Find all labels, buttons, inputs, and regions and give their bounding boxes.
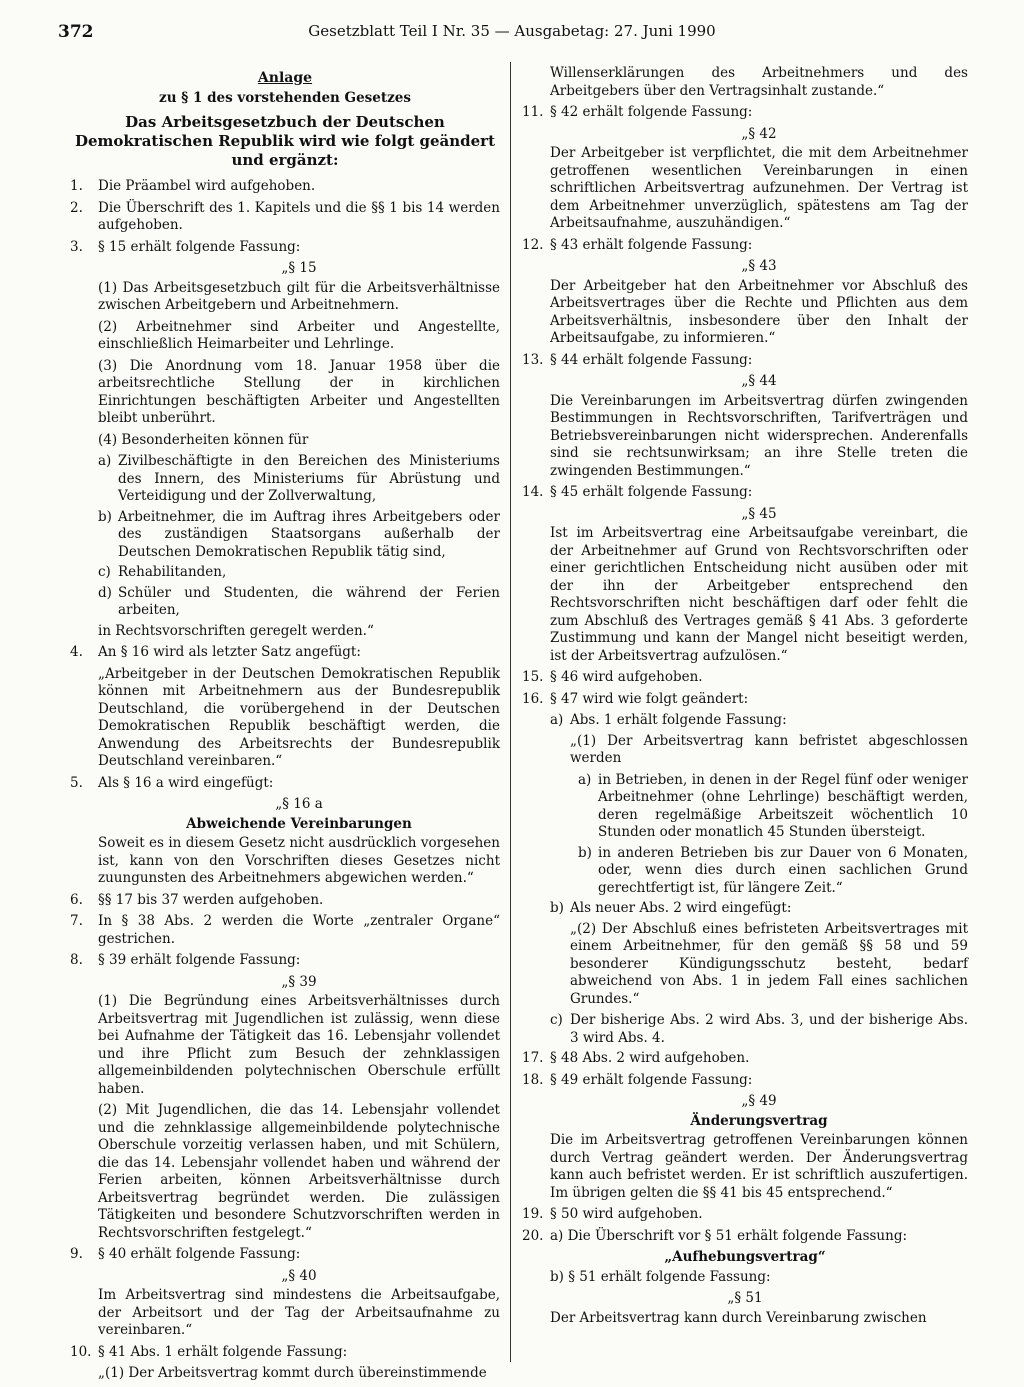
item-text: Die Präambel wird aufgehoben.	[98, 178, 316, 194]
item-number: 18.	[522, 1071, 544, 1088]
main-heading: Das Arbeitsgesetzbuch der Deutschen Demokratischen Republik wird wie folgt geändert und ergänzt:	[74, 113, 496, 169]
anlage-title: Anlage	[257, 70, 313, 86]
section-number: „§ 42	[741, 125, 777, 142]
sub-text: b) § 51 erhält folgende Fassung:	[550, 1268, 771, 1285]
sub-text: Zivilbeschäftigte in den Bereichen des Ministeriums des Innern, des Ministeriums für Abrüstung und Verteidigung und der Zollverwaltung,	[118, 453, 500, 504]
list-item	[70, 1246, 500, 1264]
paragraph: (2) Mit Jugendlichen, die das 14. Lebensjahr vollendet und die zehnklassige allgemeinbildende polytechnische Oberschule vorzeitig verlassen haben, und mit Schülern, die das 14. Lebensjahr vollendet haben und während der Ferien arbeiten, können Arbeitsverhältnisse durch Arbeitsvertrag begründet werden. Die zulässigen Tätigkeiten und besondere Schutzvorschriften werden in Rechtsvorschriften festgelegt.“	[98, 1102, 500, 1241]
item-text: § 48 Abs. 2 wird aufgehoben.	[550, 1050, 750, 1066]
section-title: Abweichende Vereinbarungen	[186, 815, 412, 832]
sub-item	[578, 845, 968, 898]
section-number: „§ 44	[741, 373, 777, 389]
sub-item	[550, 900, 968, 918]
item-text: § 47 wird wie folgt geändert:	[550, 690, 749, 707]
list-item	[70, 892, 500, 910]
list-item	[522, 484, 968, 502]
sub-item	[98, 564, 500, 582]
item-number: 16.	[522, 690, 544, 707]
item-number: 14.	[522, 484, 544, 500]
sub-item	[550, 1012, 968, 1047]
item-number: 10.	[70, 1343, 92, 1360]
item-text: § 40 erhält folgende Fassung:	[98, 1246, 301, 1262]
section-number: „§ 40	[281, 1267, 317, 1284]
list-item	[522, 669, 968, 687]
paragraph: (4) Besonderheiten können für	[98, 431, 309, 448]
item-text: § 49 erhält folgende Fassung:	[550, 1071, 753, 1088]
list-item	[522, 352, 968, 370]
quote: „Arbeitgeber in der Deutschen Demokratischen Republik können mit Arbeitnehmern aus der Bundesrepublik Deutschland, die vorübergehend in der Deutschen Demokratischen Republik beschäftigt werden, die Anwendung des Arbeitsrechts der Bundesrepublik Deutschland vereinbaren.“	[98, 665, 500, 769]
paragraph: Im Arbeitsvertrag sind mindestens die Arbeitsaufgabe, der Arbeitsort und der Tag der Arbeitsaufnahme zu vereinbaren.“	[98, 1287, 500, 1338]
item-number: 2.	[70, 199, 83, 216]
sub-text: Abs. 1 erhält folgende Fassung:	[570, 712, 787, 728]
item-number: 8.	[70, 952, 83, 968]
page-header	[0, 22, 1024, 48]
item-text: § 50 wird aufgehoben.	[550, 1206, 703, 1222]
sub-label: c)	[550, 1012, 563, 1028]
item-number: 13.	[522, 351, 544, 368]
gazette-header-title: Gesetzblatt Teil I Nr. 35 — Ausgabetag: 27. Juni 1990	[308, 22, 716, 40]
item-text: § 43 erhält folgende Fassung:	[550, 236, 753, 253]
list-item	[522, 237, 968, 255]
list-item	[70, 644, 500, 662]
paragraph: Der Arbeitsvertrag kann durch Vereinbarung zwischen	[550, 1309, 927, 1326]
item-number: 1.	[70, 178, 83, 194]
item-number: 3.	[70, 238, 83, 255]
section-title: Änderungsvertrag	[690, 1112, 828, 1129]
section-number: „§ 51	[727, 1290, 763, 1306]
item-text: §§ 17 bis 37 werden aufgehoben.	[98, 891, 324, 908]
sub-text: Schüler und Studenten, die während der Ferien arbeiten,	[118, 584, 500, 618]
paragraph: Die Vereinbarungen im Arbeitsvertrag dürfen zwingenden Bestimmungen in Rechtsvorschriften, Tarifverträgen und Betriebsvereinbarungen nicht widersprechen. Anderenfalls sind sie rechtsunwirksam; an ihre Stelle treten die zwingenden Bestimmungen.“	[550, 392, 968, 479]
sub-text: Der bisherige Abs. 2 wird Abs. 3, und der bisherige Abs. 3 wird Abs. 4.	[570, 1012, 968, 1046]
paragraph: Der Arbeitgeber ist verpflichtet, die mit dem Arbeitnehmer getroffenen wesentlichen Vereinbarungen in einen schriftlichen Arbeitsvertrag aufzunehmen. Der Vertrag ist dem Arbeitnehmer unverzüglich, spätestens am Tag der Arbeitsaufnahme, auszuhändigen.“	[550, 145, 968, 231]
list-item	[522, 1206, 968, 1224]
paragraph: Der Arbeitgeber hat den Arbeitnehmer vor Abschluß des Arbeitsvertrages über die Rechte und Pflichten aus dem Arbeitsverhältnis, insbesondere über den Inhalt der Arbeitsaufgabe, zu informieren.“	[550, 277, 968, 346]
list-item	[522, 1228, 968, 1246]
section-number: „§ 49	[741, 1093, 777, 1109]
item-number: 11.	[522, 104, 544, 120]
quote: „(1) Der Arbeitsvertrag kommt durch übereinstimmende	[98, 1365, 487, 1381]
item-number: 15.	[522, 669, 544, 685]
list-item	[522, 104, 968, 122]
item-number: 5.	[70, 774, 83, 791]
item-number: 4.	[70, 644, 83, 660]
item-text: § 39 erhält folgende Fassung:	[98, 952, 301, 968]
paragraph: (1) Die Begründung eines Arbeitsverhältnisses durch Arbeitsvertrag mit Jugendlichen ist zulässig, wenn diese bei Aufnahme der Tätigkeit das 16. Lebensjahr vollendet und ihre Pflicht zum Besuch der zehnklassigen allgemeinbildenden polytechnischen Oberschule erfüllt haben.	[98, 993, 500, 1097]
list-item	[70, 200, 500, 235]
list-item	[70, 178, 500, 196]
item-number: 6.	[70, 891, 83, 908]
sub-label: b)	[550, 900, 564, 916]
paragraph: in Rechtsvorschriften geregelt werden.“	[98, 622, 374, 639]
item-text: Die Überschrift des 1. Kapitels und die §§ 1 bis 14 werden aufgehoben.	[98, 199, 500, 233]
sub-text: Arbeitnehmer, die im Auftrag ihres Arbeitgebers oder des zuständigen Staatsorgans außerhalb der Deutschen Demokratischen Republik tätig sind,	[118, 508, 500, 560]
section-number: „§ 43	[741, 258, 777, 274]
item-number: 9.	[70, 1246, 83, 1262]
item-number: 7.	[70, 913, 83, 929]
quote: „(2) Der Abschluß eines befristeten Arbeitsvertrages mit einem Arbeitnehmer, für den gemäß §§ 58 und 59 besonderer Kündigungsschutz besteht, bedarf abweichend von Abs. 1 in jedem Fall eines sachlichen Grundes.“	[570, 920, 968, 1007]
item-text: In § 38 Abs. 2 werden die Worte „zentraler Organe“ gestrichen.	[98, 913, 500, 947]
item-text: An § 16 wird als letzter Satz angefügt:	[98, 644, 361, 660]
sub-label: a)	[550, 712, 564, 728]
list-item	[70, 952, 500, 970]
paragraph: Soweit es in diesem Gesetz nicht ausdrücklich vorgesehen ist, kann von den Vorschriften dieses Gesetzes nicht zuungunsten des Arbeitnehmers abgewichen werden.“	[98, 835, 500, 886]
item-number: 20.	[522, 1227, 544, 1244]
item-number: 12.	[522, 236, 544, 253]
section-number: „§ 15	[281, 260, 317, 276]
list-item	[522, 1050, 968, 1068]
page-number: 372	[58, 22, 94, 42]
sub-text: in Betrieben, in denen in der Regel fünf oder weniger Arbeitnehmer (ohne Lehrlinge) beschäftigt werden, deren regelmäßige Arbeitszeit wöchentlich 10 Stunden oder monatlich 45 Stunden übersteigt.	[598, 771, 968, 840]
sub-text: Als neuer Abs. 2 wird eingefügt:	[570, 900, 792, 916]
anlage-subtitle: zu § 1 des vorstehenden Gesetzes	[159, 89, 411, 106]
right-column	[522, 65, 968, 1331]
item-text: § 42 erhält folgende Fassung:	[550, 104, 753, 120]
quote: „(1) Der Arbeitsvertrag kann befristet abgeschlossen werden	[570, 732, 968, 766]
sub-label: a)	[578, 771, 592, 788]
paragraph: (2) Arbeitnehmer sind Arbeiter und Angestellte, einschließlich Heimarbeiter und Lehrlinge.	[98, 318, 500, 352]
item-number: 17.	[522, 1050, 544, 1066]
sub-item	[98, 453, 500, 506]
list-item	[70, 1344, 500, 1362]
paragraph: Ist im Arbeitsvertrag eine Arbeitsaufgabe vereinbart, die der Arbeitnehmer auf Grund von Rechtsvorschriften oder einer gerichtlichen Entscheidung nicht ausüben oder mit der ihn der Arbeitgeber entsprechend den Rechtsvorschriften nicht beschäftigen darf oder fehlt die zum Abschluß des Vertrages gemäß § 41 Abs. 3 geforderte Zustimmung und kann der Mangel nicht beseitigt werden, ist der Arbeitsvertrag aufzulösen.“	[550, 525, 968, 664]
item-text: § 41 Abs. 1 erhält folgende Fassung:	[98, 1343, 348, 1360]
sub-text: Rehabilitanden,	[118, 564, 227, 580]
sub-item	[578, 772, 968, 842]
sub-text: in anderen Betrieben bis zur Dauer von 6 Monaten, oder, wenn dies durch einen sachlichen Grund gerechtfertigt ist, für längere Zeit.“	[598, 844, 968, 896]
list-item	[522, 691, 968, 709]
sub-label: b)	[98, 508, 112, 525]
list-item	[522, 1072, 968, 1090]
section-title: „Aufhebungsvertrag“	[664, 1249, 826, 1265]
section-number: „§ 16 a	[275, 796, 323, 812]
left-column	[70, 70, 500, 1387]
sub-item	[98, 509, 500, 562]
list-item	[70, 775, 500, 793]
section-number: „§ 39	[281, 973, 317, 990]
sub-label: d)	[98, 584, 112, 601]
section-number: „§ 45	[741, 505, 777, 522]
paragraph-continuation: Willenserklärungen des Arbeitnehmers und des Arbeitgebers über den Vertragsinhalt zustande.“	[550, 65, 968, 99]
sub-item	[550, 712, 968, 730]
sub-label: a)	[98, 453, 112, 469]
item-text: Als § 16 a wird eingefügt:	[98, 774, 274, 791]
item-text: § 15 erhält folgende Fassung:	[98, 238, 301, 255]
list-item	[70, 239, 500, 257]
sub-label: c)	[98, 564, 111, 580]
item-text: § 45 erhält folgende Fassung:	[550, 484, 753, 500]
sub-label: b)	[578, 844, 592, 861]
item-text: § 46 wird aufgehoben.	[550, 669, 703, 685]
column-divider	[510, 62, 511, 1362]
item-text: a) Die Überschrift vor § 51 erhält folgende Fassung:	[550, 1227, 908, 1244]
item-text: § 44 erhält folgende Fassung:	[550, 351, 753, 368]
paragraph: Die im Arbeitsvertrag getroffenen Vereinbarungen können durch Vertrag geändert werden. Der Änderungsvertrag kann auch befristet werden. Er ist schriftlich auszufertigen. Im übrigen gelten die §§ 41 bis 45 entsprechend.“	[550, 1132, 968, 1201]
sub-item	[98, 585, 500, 620]
paragraph: (1) Das Arbeitsgesetzbuch gilt für die Arbeitsverhältnisse zwischen Arbeitgebern und Arbeitnehmern.	[98, 279, 500, 313]
list-item	[70, 913, 500, 948]
paragraph: (3) Die Anordnung vom 18. Januar 1958 über die arbeitsrechtliche Stellung der in kirchlichen Einrichtungen beschäftigten Arbeiter und Angestellten bleibt unberührt.	[98, 357, 500, 426]
item-number: 19.	[522, 1206, 544, 1222]
